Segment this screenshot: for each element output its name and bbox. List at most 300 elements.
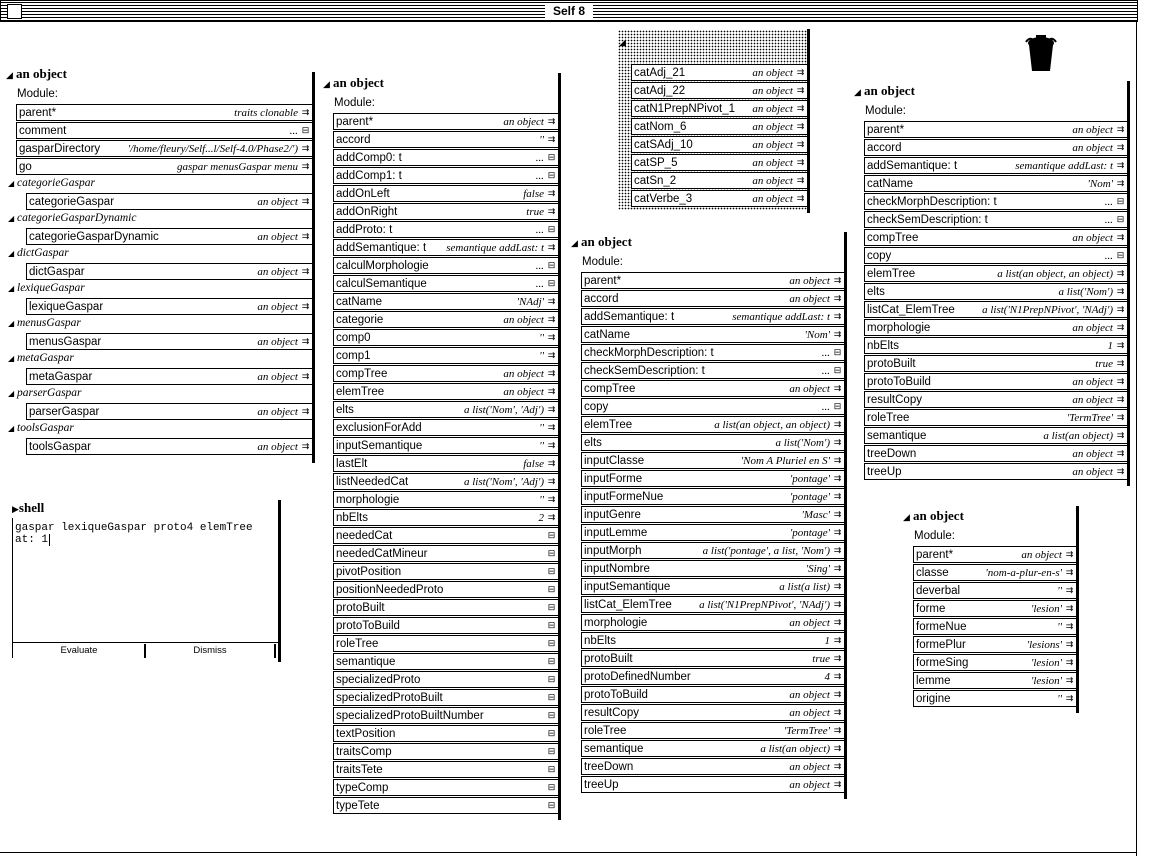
slot-button-icon[interactable]: ⊟ (547, 746, 556, 756)
slot-inputsemantique[interactable] (333, 437, 559, 454)
triangle-down-icon[interactable]: ◢ (8, 179, 15, 188)
slot-addsemantique-t[interactable] (333, 239, 559, 256)
slot-button-icon[interactable]: ⇉ (833, 491, 842, 501)
slot-name[interactable]: inputSemantique (584, 580, 671, 593)
slot-comment[interactable] (16, 122, 313, 139)
slot-pivotposition[interactable] (333, 563, 559, 580)
slot-catsp-5[interactable] (631, 154, 808, 171)
slot-value[interactable]: an object (503, 115, 544, 128)
slot-prototobuild[interactable] (581, 686, 845, 703)
slot-name[interactable]: traitsComp (336, 745, 392, 758)
slot-name[interactable]: protoBuilt (584, 652, 633, 665)
slot-button-icon[interactable]: ⇉ (1065, 693, 1074, 703)
slot-name[interactable]: inputLemme (584, 526, 648, 539)
slot-value[interactable]: '' (539, 421, 544, 434)
slot-name[interactable]: resultCopy (867, 393, 922, 406)
slot-name[interactable]: forme (916, 602, 946, 615)
slot-button-icon[interactable]: ⇉ (796, 85, 805, 95)
slot-value[interactable]: an object (257, 265, 298, 278)
slot-button-icon[interactable]: ⇉ (796, 139, 805, 149)
slot-value[interactable]: an object (257, 405, 298, 418)
slot-name[interactable]: neededCat (336, 529, 393, 542)
slot-value[interactable]: '/home/fleury/Self...l/Self-4.0/Phase2/') (127, 142, 298, 155)
slot-name[interactable]: catName (336, 295, 383, 308)
category-metagaspar[interactable] (8, 350, 313, 367)
slot-name[interactable]: calculMorphologie (336, 259, 429, 272)
outliner-categories-object[interactable] (619, 37, 808, 207)
slot-name[interactable]: morphologie (584, 616, 648, 629)
slot-value[interactable]: an object (257, 335, 298, 348)
slot-deverbal[interactable] (913, 582, 1077, 599)
slot-catname[interactable] (581, 326, 845, 343)
slot-inputclasse[interactable] (581, 452, 845, 469)
slot-button-icon[interactable]: ⇉ (833, 725, 842, 735)
trash-can-icon[interactable] (1022, 33, 1060, 73)
slot-inputlemme[interactable] (581, 524, 845, 541)
slot-name[interactable]: morphologie (336, 493, 400, 506)
slot-name[interactable]: catVerbe_3 (634, 192, 693, 205)
slot-name[interactable]: deverbal (916, 584, 961, 597)
slot-name[interactable]: inputSemantique (336, 439, 423, 452)
slot-button-icon[interactable]: ⇉ (547, 350, 556, 360)
slot-value[interactable]: '' (539, 439, 544, 452)
outliner-header[interactable]: ◢ an object (854, 83, 915, 98)
slot-name[interactable]: listCat_ElemTree (867, 303, 955, 316)
slot-value[interactable]: an object (1072, 465, 1113, 478)
slot-name[interactable]: addProto: t (336, 223, 393, 236)
slot-value[interactable]: 'pontage' (789, 472, 830, 485)
slot-name[interactable]: specializedProtoBuilt (336, 691, 443, 704)
slot-value[interactable]: a list(a list) (779, 580, 830, 593)
slot-button-icon[interactable]: ⇉ (1065, 657, 1074, 667)
category-parsergaspar[interactable] (8, 385, 313, 402)
slot-button-icon[interactable]: ⇉ (547, 404, 556, 414)
slot-button-icon[interactable]: ⇉ (547, 296, 556, 306)
outliner-header[interactable]: ◢ an object (903, 508, 964, 523)
slot-value[interactable]: 1 (824, 634, 830, 647)
triangle-down-icon[interactable]: ◢ (854, 87, 861, 97)
slot-name[interactable]: compTree (867, 231, 919, 244)
slot-name[interactable]: morphologie (867, 321, 931, 334)
slot-name[interactable]: listNeededCat (336, 475, 409, 488)
shell-input-text[interactable]: gaspar lexiqueGaspar proto4 elemTree at: 1 (15, 522, 253, 546)
slot-button-icon[interactable]: ⇉ (547, 188, 556, 198)
slot-value[interactable]: ... (535, 169, 544, 182)
slot-value[interactable]: 'Nom A Pluriel en S' (740, 454, 830, 467)
slot-button-icon[interactable]: ⇉ (547, 116, 556, 126)
outliner-header[interactable]: ◢ an object (6, 66, 67, 81)
slot-name[interactable]: checkSemDescription: t (584, 364, 705, 377)
slot-name[interactable]: inputMorph (584, 544, 642, 557)
slot-button-icon[interactable]: ⇉ (833, 455, 842, 465)
slot-button-icon[interactable]: ⇉ (1116, 358, 1125, 368)
triangle-down-icon[interactable]: ◢ (8, 389, 15, 398)
slot-catsn-2[interactable] (631, 172, 808, 189)
slot-name[interactable]: copy (867, 249, 892, 262)
outliner-header[interactable] (619, 33, 629, 49)
slot-name[interactable]: catN1PrepNPivot_1 (634, 102, 735, 115)
slot-value[interactable]: an object (752, 138, 793, 151)
slot-dictgaspar[interactable] (26, 263, 313, 280)
slot-value[interactable]: an object (789, 382, 830, 395)
slot-name[interactable]: lemme (916, 674, 951, 687)
slot-name[interactable]: addOnLeft (336, 187, 390, 200)
slot-catnom-6[interactable] (631, 118, 808, 135)
slot-button-icon[interactable]: ⊟ (547, 278, 556, 288)
slot-categoriegaspardynamic[interactable] (26, 228, 313, 245)
slot-treeup[interactable] (864, 463, 1128, 480)
slot-button-icon[interactable]: ⇉ (833, 563, 842, 573)
slot-value[interactable]: ... (535, 151, 544, 164)
slot-button-icon[interactable]: ⊟ (547, 674, 556, 684)
slot-copy[interactable] (864, 247, 1128, 264)
slot-value[interactable]: '' (539, 493, 544, 506)
slot-button-icon[interactable]: ⊟ (547, 692, 556, 702)
slot-lastelt[interactable] (333, 455, 559, 472)
slot-name[interactable]: dictGaspar (29, 265, 85, 278)
slot-categorie[interactable] (333, 311, 559, 328)
slot-name[interactable]: comp0 (336, 331, 371, 344)
slot-value[interactable]: 'TermTree' (1066, 411, 1113, 424)
slot-name[interactable]: exclusionForAdd (336, 421, 422, 434)
slot-formesing[interactable] (913, 654, 1077, 671)
slot-name[interactable]: roleTree (584, 724, 627, 737)
slot-catsadj-10[interactable] (631, 136, 808, 153)
slot-inputformenue[interactable] (581, 488, 845, 505)
slot-value[interactable]: an object (752, 102, 793, 115)
triangle-down-icon[interactable]: ◢ (8, 249, 15, 258)
slot-button-icon[interactable]: ⇉ (1065, 585, 1074, 595)
slot-nbelts[interactable] (581, 632, 845, 649)
slot-button-icon[interactable]: ⇉ (833, 311, 842, 321)
slot-catn1prepnpivot-1[interactable] (631, 100, 808, 117)
dismiss-button[interactable]: Dismiss (146, 644, 276, 658)
slot-value[interactable]: an object (752, 66, 793, 79)
slot-button-icon[interactable]: ⊟ (547, 602, 556, 612)
slot-specializedprotobuilt[interactable] (333, 689, 559, 706)
slot-name[interactable]: elts (867, 285, 885, 298)
slot-elemtree[interactable] (864, 265, 1128, 282)
slot-button-icon[interactable]: ⇉ (1065, 549, 1074, 559)
slot-calculmorphologie[interactable] (333, 257, 559, 274)
triangle-down-icon[interactable]: ◢ (8, 354, 15, 363)
outliner-nadj-object[interactable] (323, 75, 559, 814)
outliner-nom-object-2[interactable] (854, 83, 1128, 480)
slot-value[interactable]: false (523, 457, 544, 470)
slot-value[interactable]: an object (257, 195, 298, 208)
slot-roletree[interactable] (864, 409, 1128, 426)
slot-addproto-t[interactable] (333, 221, 559, 238)
slot-value[interactable]: 'Nom' (804, 328, 830, 341)
slot-button-icon[interactable]: ⇉ (301, 371, 310, 381)
outliner-right-bar[interactable] (1127, 81, 1130, 486)
slot-name[interactable]: roleTree (867, 411, 910, 424)
slot-lexiquegaspar[interactable] (26, 298, 313, 315)
slot-value[interactable]: 'lesion' (1031, 602, 1062, 615)
slot-traitstete[interactable] (333, 761, 559, 778)
slot-name[interactable]: gasparDirectory (19, 142, 101, 155)
slot-button-icon[interactable]: ⇉ (833, 671, 842, 681)
slot-value[interactable]: 'Masc' (801, 508, 830, 521)
slot-value[interactable]: ... (535, 277, 544, 290)
slot-button-icon[interactable]: ⊟ (1116, 214, 1125, 224)
slot-resultcopy[interactable] (581, 704, 845, 721)
slot-button-icon[interactable]: ⇉ (833, 599, 842, 609)
slot-button-icon[interactable]: ⊟ (547, 764, 556, 774)
slot-name[interactable]: pivotPosition (336, 565, 402, 578)
close-box-icon[interactable] (7, 4, 22, 19)
slot-name[interactable]: inputForme (584, 472, 643, 485)
slot-value[interactable]: an object (257, 230, 298, 243)
slot-name[interactable]: formeSing (916, 656, 969, 669)
slot-value[interactable]: 4 (824, 670, 830, 683)
slot-value[interactable]: '' (539, 331, 544, 344)
slot-name[interactable]: protoToBuild (336, 619, 400, 632)
evaluate-button[interactable]: Evaluate (14, 644, 146, 658)
slot-button-icon[interactable]: ⊟ (301, 125, 310, 135)
slot-addsemantique-t[interactable] (581, 308, 845, 325)
slot-name[interactable]: catName (584, 328, 631, 341)
slot-name[interactable]: origine (916, 692, 951, 705)
slot-menusgaspar[interactable] (26, 333, 313, 350)
slot-protobuilt[interactable] (333, 599, 559, 616)
slot-value[interactable]: an object (752, 192, 793, 205)
slot-value[interactable]: ... (821, 400, 830, 413)
slot-value[interactable]: an object (1072, 393, 1113, 406)
slot-morphologie[interactable] (581, 614, 845, 631)
slot-button-icon[interactable]: ⇉ (833, 617, 842, 627)
slot-name[interactable]: accord (584, 292, 619, 305)
slot-button-icon[interactable]: ⇉ (547, 206, 556, 216)
slot-addonright[interactable] (333, 203, 559, 220)
slot-name[interactable]: elemTree (584, 418, 633, 431)
slot-button-icon[interactable]: ⇉ (833, 293, 842, 303)
slot-value[interactable]: an object (503, 385, 544, 398)
slot-value[interactable]: an object (503, 313, 544, 326)
slot-semantique[interactable] (333, 653, 559, 670)
category-menusgaspar[interactable] (8, 315, 313, 332)
slot-name[interactable]: copy (584, 400, 609, 413)
slot-value[interactable]: a list(an object, an object) (714, 418, 830, 431)
slot-roletree[interactable] (581, 722, 845, 739)
slot-button-icon[interactable]: ⇉ (547, 422, 556, 432)
outliner-right-bar[interactable] (807, 29, 810, 213)
slot-name[interactable]: catName (867, 177, 914, 190)
slot-value[interactable]: '' (1057, 584, 1062, 597)
slot-name[interactable]: specializedProtoBuiltNumber (336, 709, 484, 722)
slot-value[interactable]: 'lesion' (1031, 656, 1062, 669)
slot-protobuilt[interactable] (581, 650, 845, 667)
slot-name[interactable]: addOnRight (336, 205, 398, 218)
triangle-down-icon[interactable]: ◢ (8, 284, 15, 293)
slot-name[interactable]: protoDefinedNumber (584, 670, 691, 683)
slot-value[interactable]: gaspar menusGaspar menu (177, 160, 298, 173)
slot-value[interactable]: an object (257, 440, 298, 453)
slot-name[interactable]: checkSemDescription: t (867, 213, 988, 226)
slot-comptree[interactable] (581, 380, 845, 397)
outliner-header[interactable]: ◢ an object (571, 234, 632, 249)
slot-name[interactable]: inputGenre (584, 508, 641, 521)
slot-accord[interactable] (581, 290, 845, 307)
slot-value[interactable]: 'Nom' (1087, 177, 1113, 190)
slot-button-icon[interactable]: ⊟ (547, 638, 556, 648)
slot-name[interactable]: nbElts (584, 634, 616, 647)
slot-checkmorphdescription-t[interactable] (581, 344, 845, 361)
slot-value[interactable]: an object (503, 367, 544, 380)
slot-name[interactable]: treeDown (867, 447, 917, 460)
slot-name[interactable]: go (19, 160, 32, 173)
slot-name[interactable]: elts (584, 436, 602, 449)
slot-button-icon[interactable]: ⇉ (547, 494, 556, 504)
slot-name[interactable]: formePlur (916, 638, 966, 651)
slot-value[interactable]: ... (289, 124, 298, 137)
slot-button-icon[interactable]: ⇉ (1116, 322, 1125, 332)
slot-button-icon[interactable]: ⇉ (1116, 232, 1125, 242)
slot-name[interactable]: categorieGasparDynamic (29, 230, 159, 243)
slot-exclusionforadd[interactable] (333, 419, 559, 436)
slot-name[interactable]: lastElt (336, 457, 368, 470)
slot-button-icon[interactable]: ⇉ (547, 314, 556, 324)
slot-name[interactable]: lexiqueGaspar (29, 300, 104, 313)
shell-window[interactable] (12, 500, 280, 660)
slot-button-icon[interactable]: ⇉ (547, 368, 556, 378)
slot-value[interactable]: ... (535, 259, 544, 272)
slot-addsemantique-t[interactable] (864, 157, 1128, 174)
slot-checkmorphdescription-t[interactable] (864, 193, 1128, 210)
slot-value[interactable]: a list(an object, an object) (997, 267, 1113, 280)
slot-button-icon[interactable]: ⇉ (301, 196, 310, 206)
slot-button-icon[interactable]: ⇉ (1116, 376, 1125, 386)
slot-button-icon[interactable]: ⇉ (301, 143, 310, 153)
slot-value[interactable]: semantique addLast: t (1015, 159, 1113, 172)
slot-button-icon[interactable]: ⇉ (796, 67, 805, 77)
slot-checksemdescription-t[interactable] (581, 362, 845, 379)
outliner-right-bar[interactable] (844, 232, 847, 799)
slot-name[interactable]: listCat_ElemTree (584, 598, 672, 611)
slot-name[interactable]: nbElts (867, 339, 899, 352)
slot-name[interactable]: textPosition (336, 727, 396, 740)
slot-value[interactable]: 'pontage' (789, 526, 830, 539)
slot-button-icon[interactable]: ⇉ (547, 242, 556, 252)
slot-name[interactable]: protoToBuild (867, 375, 931, 388)
slot-parsergaspar[interactable] (26, 403, 313, 420)
slot-value[interactable]: ... (1104, 249, 1113, 262)
category-dictgaspar[interactable] (8, 245, 313, 262)
slot-value[interactable]: an object (1021, 548, 1062, 561)
slot-button-icon[interactable]: ⇉ (547, 134, 556, 144)
slot-button-icon[interactable]: ⇉ (1065, 621, 1074, 631)
triangle-down-icon[interactable]: ◢ (8, 214, 15, 223)
slot-listcat-elemtree[interactable] (581, 596, 845, 613)
slot-value[interactable]: ... (1104, 213, 1113, 226)
slot-button-icon[interactable]: ⇉ (301, 161, 310, 171)
slot-value[interactable]: 'lesion' (1031, 674, 1062, 687)
slot-value[interactable]: an object (752, 84, 793, 97)
slot-button-icon[interactable]: ⇉ (833, 419, 842, 429)
slot-value[interactable]: a list(an object) (1043, 429, 1113, 442)
slot-catverbe-3[interactable] (631, 190, 808, 207)
slot-value[interactable]: '' (539, 133, 544, 146)
slot-value[interactable]: 'TermTree' (783, 724, 830, 737)
slot-button-icon[interactable]: ⇉ (833, 635, 842, 645)
slot-name[interactable]: protoToBuild (584, 688, 648, 701)
slot-button-icon[interactable]: ⊟ (547, 566, 556, 576)
slot-button-icon[interactable]: ⇉ (301, 441, 310, 451)
slot-value[interactable]: an object (789, 778, 830, 791)
slot-button-icon[interactable]: ⇉ (833, 275, 842, 285)
slot-parent[interactable] (333, 113, 559, 130)
slot-name[interactable]: treeUp (584, 778, 619, 791)
slot-value[interactable]: 'pontage' (789, 490, 830, 503)
slot-value[interactable]: true (526, 205, 544, 218)
slot-button-icon[interactable]: ⇉ (547, 458, 556, 468)
slot-value[interactable]: semantique addLast: t (732, 310, 830, 323)
slot-elemtree[interactable] (333, 383, 559, 400)
slot-name[interactable]: compTree (584, 382, 636, 395)
slot-value[interactable]: a list('Nom', 'Adj') (464, 475, 544, 488)
slot-name[interactable]: checkMorphDescription: t (867, 195, 997, 208)
slot-value[interactable]: a list('pontage', a list, 'Nom') (702, 544, 830, 557)
slot-name[interactable]: comment (19, 124, 67, 137)
category-toolsgaspar[interactable] (8, 420, 313, 437)
slot-elts[interactable] (581, 434, 845, 451)
slot-name[interactable]: parent* (916, 548, 954, 561)
slot-button-icon[interactable]: ⊟ (547, 170, 556, 180)
slot-name[interactable]: menusGaspar (29, 335, 102, 348)
slot-value[interactable]: an object (789, 706, 830, 719)
slot-button-icon[interactable]: ⇉ (833, 743, 842, 753)
slot-button-icon[interactable]: ⇉ (301, 266, 310, 276)
slot-button-icon[interactable]: ⊟ (547, 260, 556, 270)
slot-categoriegaspar[interactable] (26, 193, 313, 210)
slot-button-icon[interactable]: ⇉ (1116, 268, 1125, 278)
slot-elts[interactable] (333, 401, 559, 418)
slot-button-icon[interactable]: ⇉ (301, 107, 310, 117)
slot-traitscomp[interactable] (333, 743, 559, 760)
slot-neededcatmineur[interactable] (333, 545, 559, 562)
slot-copy[interactable] (581, 398, 845, 415)
slot-value[interactable]: an object (789, 688, 830, 701)
slot-button-icon[interactable]: ⇉ (833, 707, 842, 717)
slot-name[interactable]: roleTree (336, 637, 379, 650)
triangle-right-icon[interactable]: ▶ (12, 504, 19, 514)
slot-button-icon[interactable]: ⇉ (833, 329, 842, 339)
slot-value[interactable]: 'Sing' (805, 562, 830, 575)
slot-button-icon[interactable]: ⊟ (547, 530, 556, 540)
slot-name[interactable]: typeComp (336, 781, 389, 794)
slot-button-icon[interactable]: ⇉ (796, 157, 805, 167)
slot-catadj-22[interactable] (631, 82, 808, 99)
slot-button-icon[interactable]: ⇉ (1116, 142, 1125, 152)
slot-value[interactable]: an object (789, 274, 830, 287)
slot-name[interactable]: parent* (336, 115, 374, 128)
triangle-down-icon[interactable]: ◢ (8, 319, 15, 328)
slot-button-icon[interactable]: ⇉ (1116, 178, 1125, 188)
slot-addcomp0-t[interactable] (333, 149, 559, 166)
slot-listneededcat[interactable] (333, 473, 559, 490)
slot-button-icon[interactable]: ⊟ (833, 401, 842, 411)
slot-value[interactable]: an object (752, 174, 793, 187)
slot-value[interactable]: 'nom-a-plur-en-s' (985, 566, 1062, 579)
slot-value[interactable]: '' (1057, 692, 1062, 705)
slot-name[interactable]: addSemantique: t (336, 241, 427, 254)
slot-roletree[interactable] (333, 635, 559, 652)
slot-resultcopy[interactable] (864, 391, 1128, 408)
slot-value[interactable]: '' (1057, 620, 1062, 633)
slot-name[interactable]: categorieGaspar (29, 195, 115, 208)
slot-value[interactable]: 'NAdj' (516, 295, 544, 308)
slot-protodefinednumber[interactable] (581, 668, 845, 685)
